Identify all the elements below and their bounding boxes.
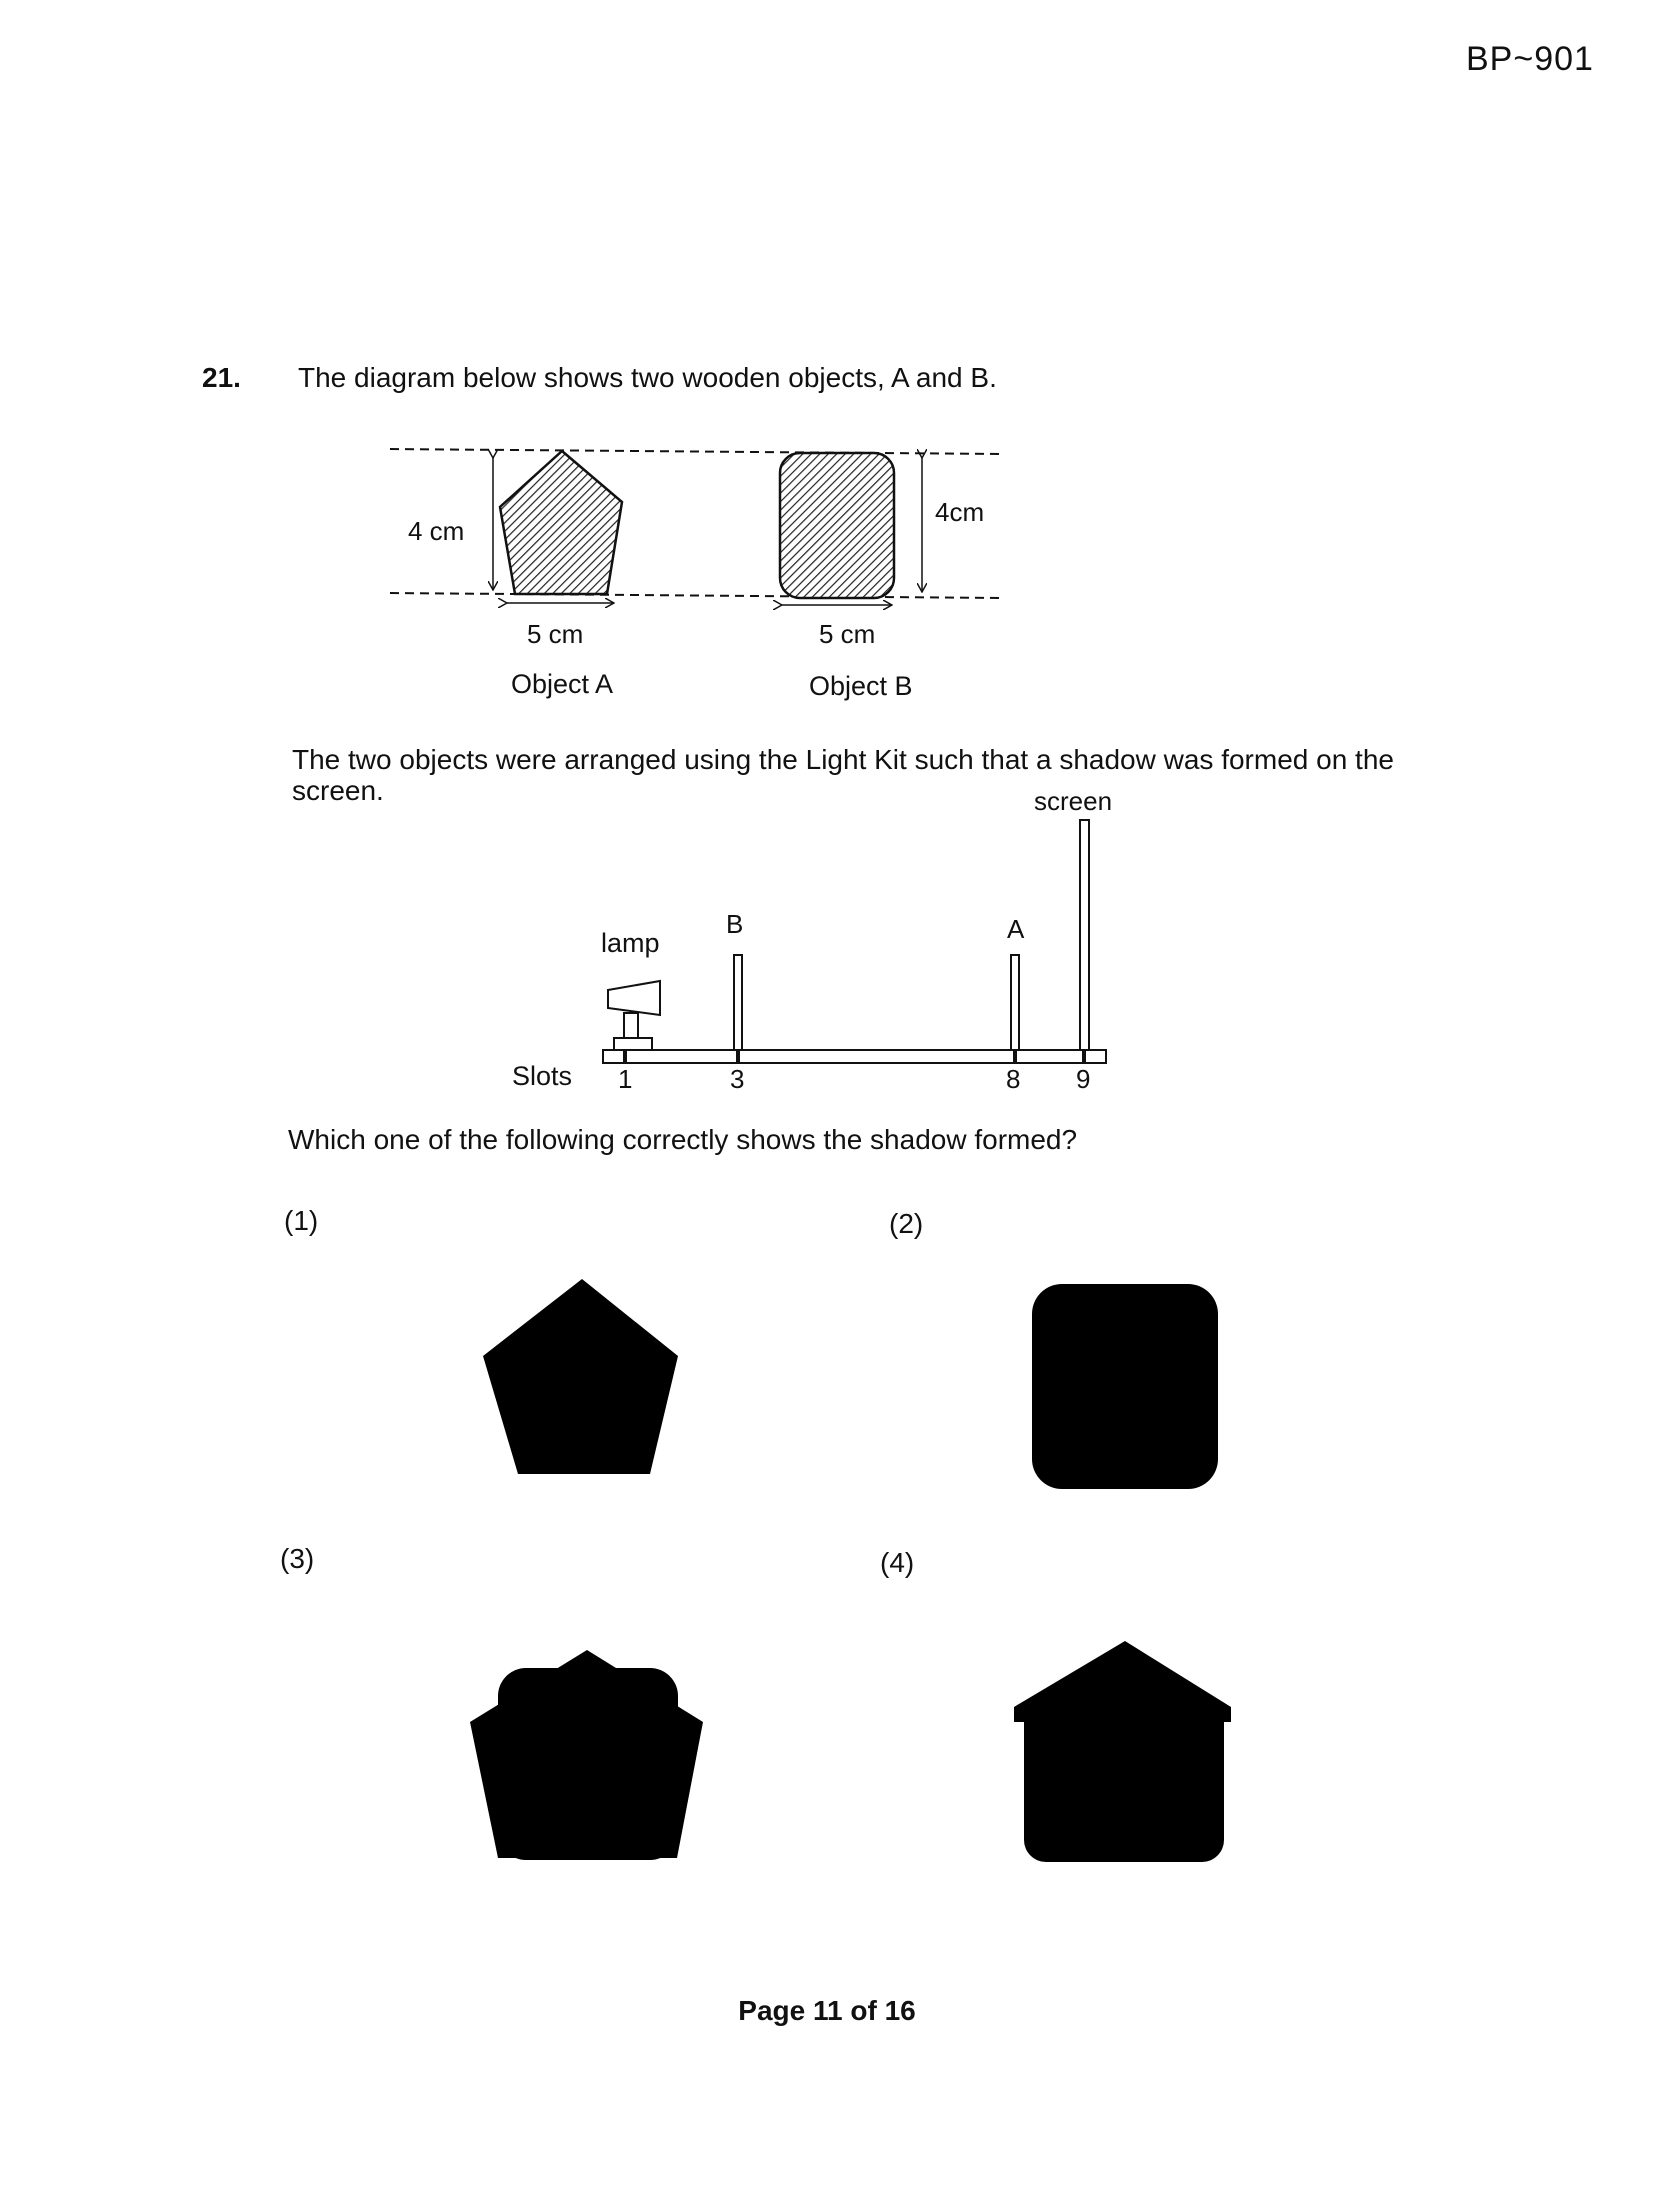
lamp-label: lamp — [601, 928, 660, 958]
object-a-height-label: 4 cm — [408, 516, 465, 546]
option-3-label[interactable]: (3) — [280, 1543, 315, 1574]
option-2-rounded-rect-shadow — [1032, 1284, 1218, 1489]
slot-number-3: 3 — [730, 1064, 745, 1094]
option-2-label[interactable]: (2) — [889, 1208, 924, 1239]
screen-label: screen — [1034, 786, 1113, 816]
object-b-height-label: 4cm — [935, 497, 985, 527]
object-b-slot-label: B — [726, 909, 744, 939]
option-1-pentagon-shadow — [483, 1279, 678, 1474]
option-1-label[interactable]: (1) — [284, 1205, 319, 1236]
page-footer: Page 11 of 16 — [738, 1995, 916, 2026]
question-number: 21. — [202, 362, 241, 393]
slot-number-9: 9 — [1076, 1064, 1091, 1094]
slots-label: Slots — [512, 1061, 573, 1091]
setup-statement: The two objects were arranged using the Light Kit such that a shadow was formed on the screen. — [292, 744, 1394, 806]
object-b-name: Object B — [809, 671, 913, 701]
object-b-width-label: 5 cm — [819, 619, 876, 649]
option-4-house-shadow — [1014, 1641, 1231, 1862]
paper-code: BP~901 — [1466, 40, 1594, 78]
slot-number-1: 1 — [618, 1064, 633, 1094]
object-a-slot-label: A — [1007, 914, 1025, 944]
slot-number-8: 8 — [1006, 1064, 1021, 1094]
question-intro: The diagram below shows two wooden objects, A and B. — [298, 362, 997, 393]
option-4-label[interactable]: (4) — [880, 1547, 915, 1578]
object-a-width-label: 5 cm — [527, 619, 584, 649]
option-3-combined-shadow — [470, 1650, 703, 1860]
question-ask: Which one of the following correctly shows the shadow formed? — [288, 1124, 1078, 1155]
object-a-name: Object A — [511, 669, 614, 699]
